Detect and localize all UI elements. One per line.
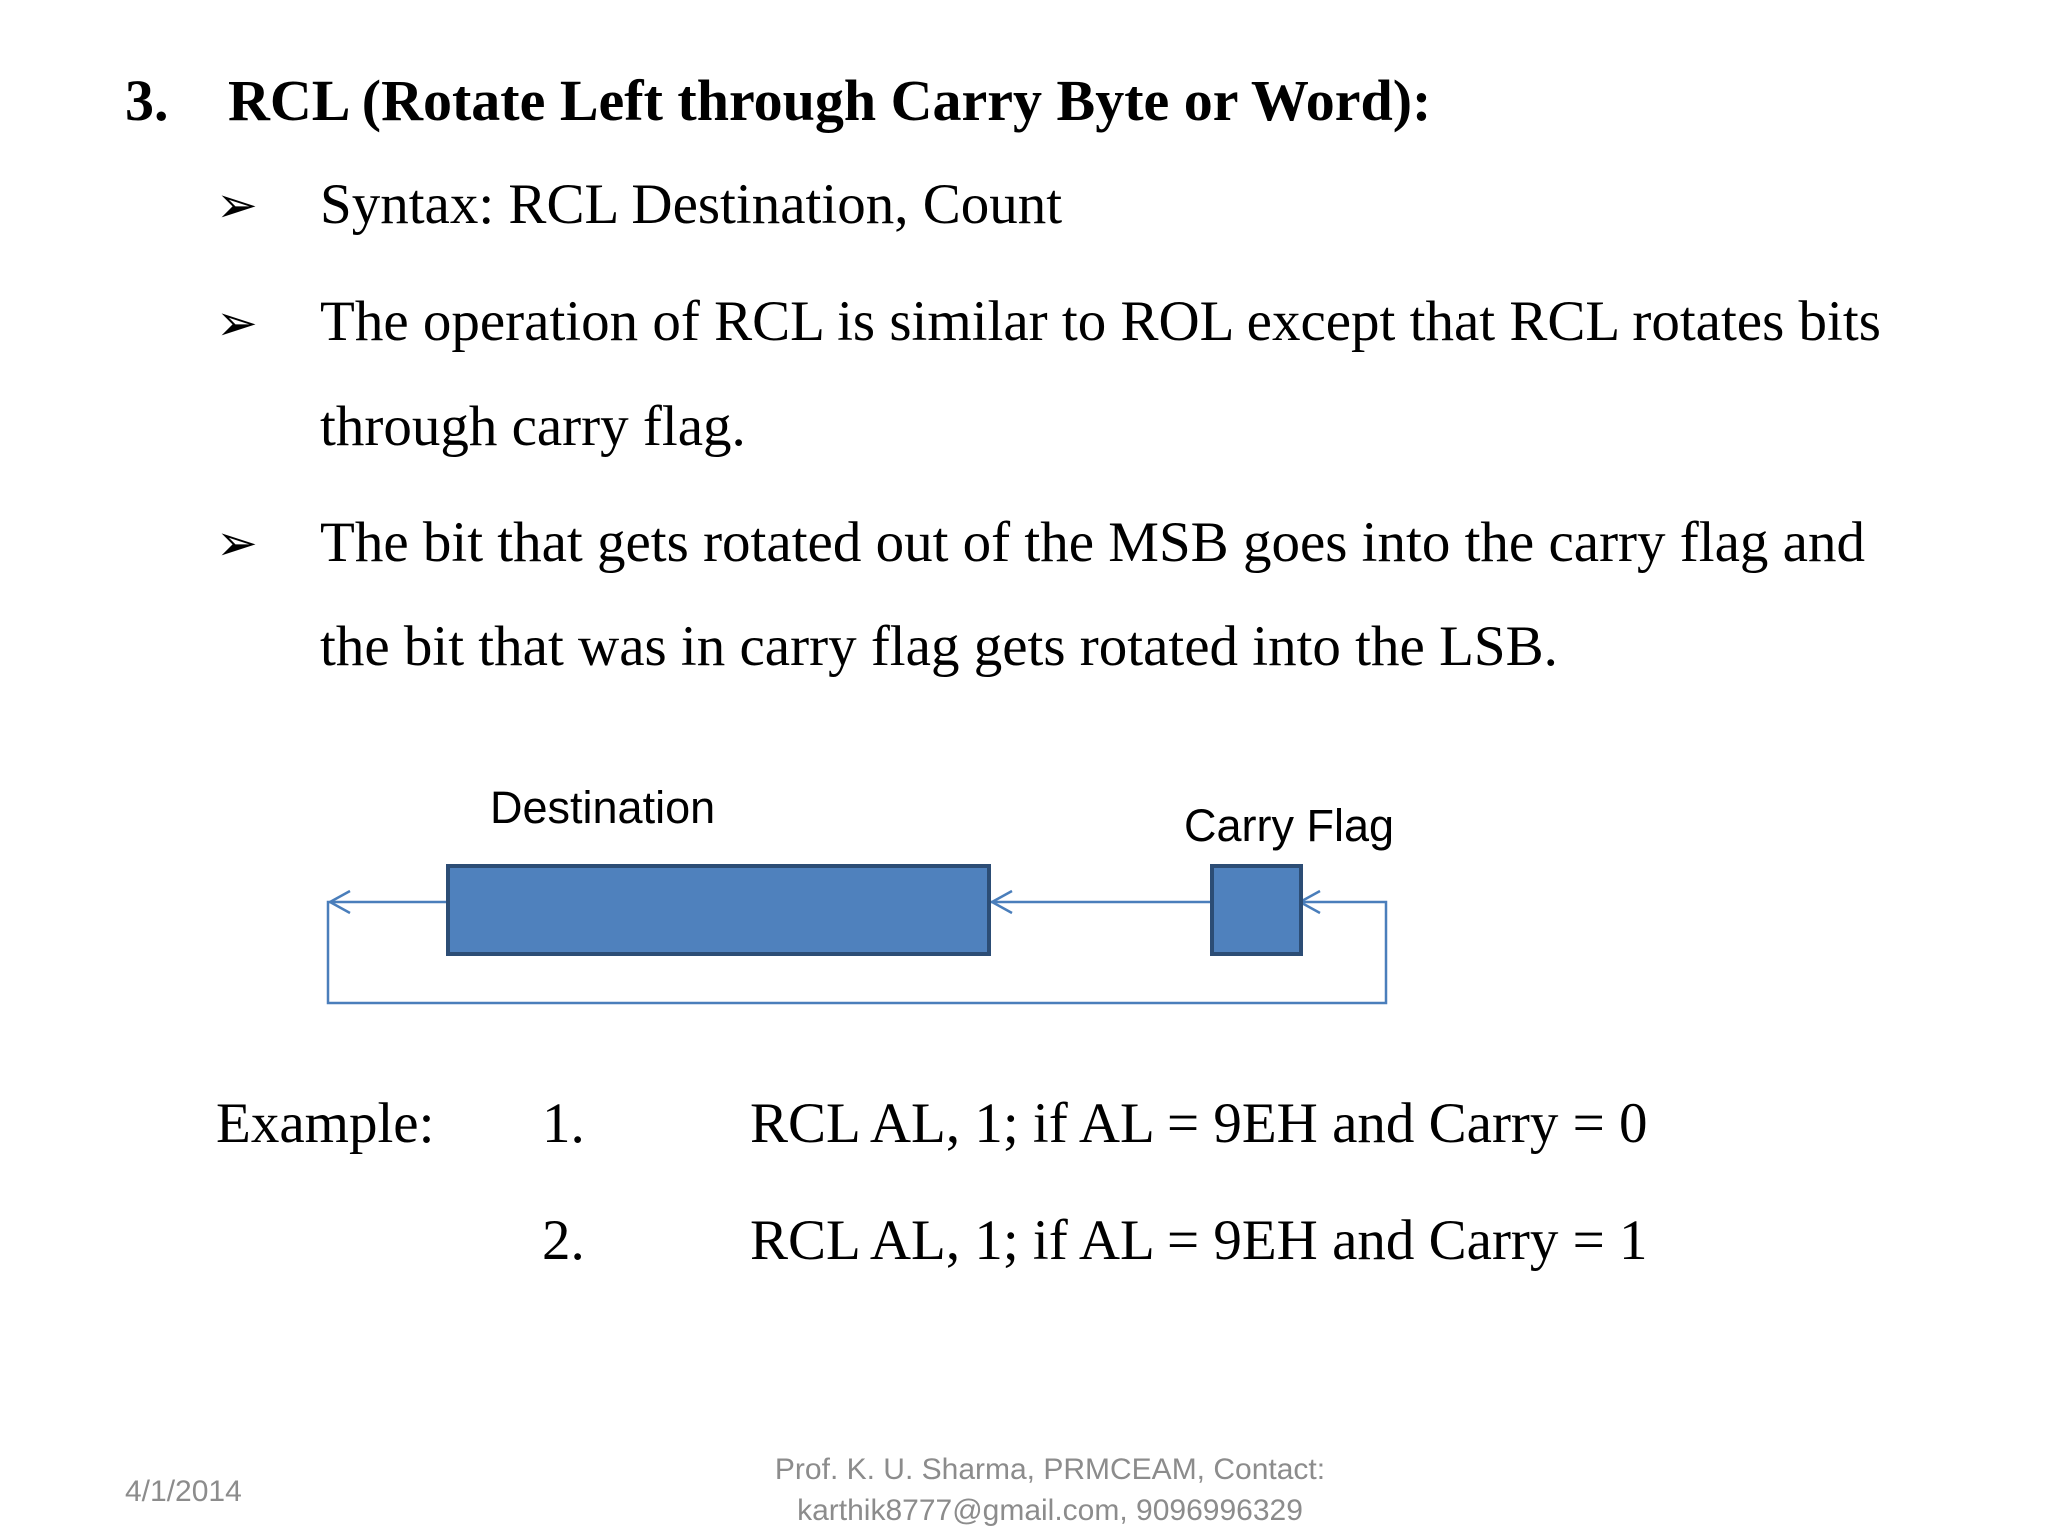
- bullet-msb-line2: the bit that was in carry flag gets rotated into the LSB.: [320, 615, 1558, 678]
- heading-number: 3.: [125, 68, 169, 133]
- footer-author-line2: karthik8777@gmail.com, 9096996329: [797, 1494, 1303, 1528]
- footer-author-line1: Prof. K. U. Sharma, PRMCEAM, Contact:: [774, 1453, 1326, 1486]
- example-label: Example:: [216, 1092, 435, 1155]
- footer-author: [700, 1449, 1400, 1531]
- bullet-operation-line1: The operation of RCL is similar to ROL except that RCL rotates bits: [320, 290, 1881, 353]
- bullet-syntax: Syntax: RCL Destination, Count: [320, 173, 1063, 236]
- example-text-2: RCL AL, 1; if AL = 9EH and Carry = 1: [750, 1209, 1648, 1272]
- example-text-1: RCL AL, 1; if AL = 9EH and Carry = 0: [750, 1092, 1648, 1155]
- example-number-1: 1.: [542, 1092, 585, 1155]
- destination-label: Destination: [490, 782, 716, 833]
- destination-box: [448, 866, 989, 954]
- example-number-2: 2.: [542, 1209, 585, 1272]
- page-title: RCL (Rotate Left through Carry Byte or Word):: [228, 68, 1432, 133]
- carry-flag-label: Carry Flag: [1184, 800, 1395, 851]
- bullet-arrow-icon: ➢: [216, 515, 258, 571]
- bullet-arrow-icon: ➢: [216, 295, 258, 351]
- bullet-msb-line1: The bit that gets rotated out of the MSB goes into the carry flag and: [320, 511, 1865, 574]
- carry-flag-box: [1212, 866, 1301, 954]
- bullet-operation-line2: through carry flag.: [320, 395, 746, 458]
- footer-date: 4/1/2014: [125, 1475, 242, 1508]
- bullet-arrow-icon: ➢: [216, 177, 258, 233]
